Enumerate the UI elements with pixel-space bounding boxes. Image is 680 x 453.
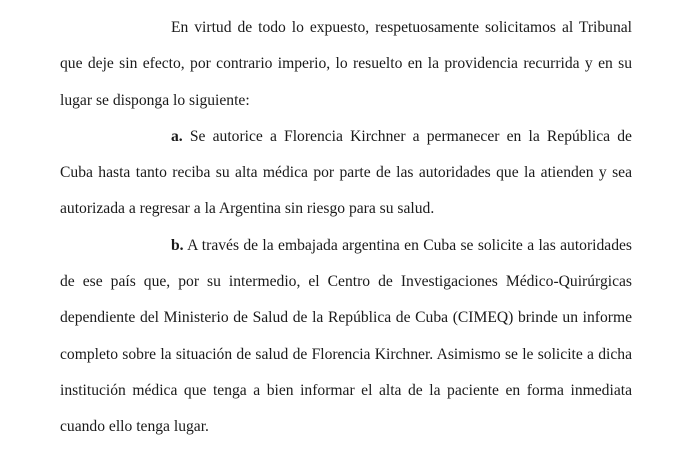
item-b-text: A través de la embajada argentina en Cuba se solicite a las autoridades de ese país que, por su intermedio, el Centro de Investigaciones Médico-Quirúrgicas dependiente del Ministerio de Salud de la República de Cuba (CIMEQ) brinde un informe completo sobre la situación de salud de Florencia Kirchner. Asimismo se le solicite a dicha institución médica que tenga a bien informar el alta de la paciente en forma inmediata cuando ello tenga lugar. [60, 236, 632, 436]
item-a-text: Se autorice a Florencia Kirchner a permanecer en la República de Cuba hasta tanto reciba su alta médica por parte de las autoridades que la atienden y sea autorizada a regresar a la Argentina sin riesgo para su salud. [60, 127, 632, 218]
item-b-paragraph [60, 228, 632, 446]
item-a-paragraph [60, 119, 632, 228]
intro-paragraph [60, 10, 632, 119]
item-a-label: a. [171, 127, 183, 145]
document-body [60, 10, 632, 446]
intro-paragraph-text: En virtud de todo lo expuesto, respetuosamente solicitamos al Tribunal que deje sin efecto, por contrario imperio, lo resuelto en la providencia recurrida y en su lugar se disponga lo siguiente: [60, 19, 632, 109]
item-b-label: b. [171, 236, 184, 254]
